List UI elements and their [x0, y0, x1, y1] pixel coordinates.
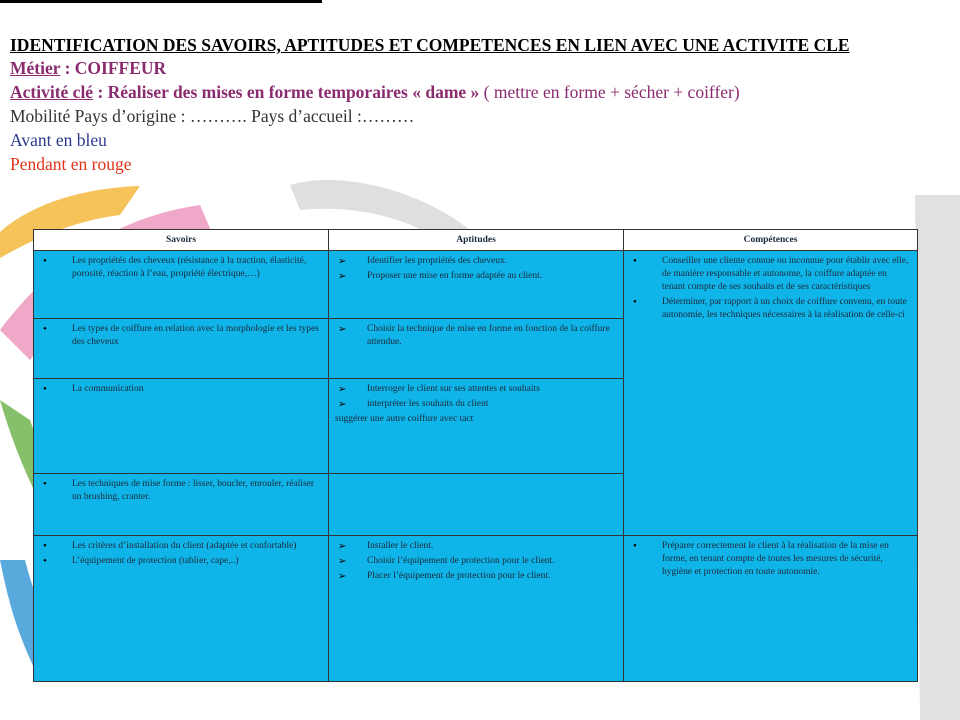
header-aptitudes: Aptitudes [329, 230, 624, 251]
aptitude-item: ➢ Choisir la technique de mise en forme en fonction de la coiffure attendue. [335, 323, 617, 349]
activite-detail: ( mettre en forme + sécher + coiffer) [483, 82, 740, 102]
metier-value: COIFFEUR [74, 58, 167, 78]
savoir-item: • La communication [40, 383, 322, 396]
activite-label: Activité clé [10, 82, 94, 102]
document-header [10, 34, 940, 176]
savoirs-cell [34, 379, 329, 474]
aptitude-item: ➢ interpréter les souhaits du client [335, 398, 617, 411]
competence-item: • Déterminer, par rapport à un choix de coiffure convenu, en toute autonomie, les techniques nécessaires à la réalisation de celle-ci [630, 296, 911, 322]
aptitude-item: ➢ Interroger le client sur ses attentes et souhaits [335, 383, 617, 396]
savoir-item: • Les propriétés des cheveux (résistance à la traction, élasticité, porosité, réaction à l’eau, propriété électrique,…) [40, 255, 322, 281]
activite-line [10, 80, 940, 104]
aptitude-extra-text: suggérer une autre coiffure avec tact [335, 414, 474, 424]
aptitudes-cell [329, 474, 624, 536]
top-rule [0, 0, 322, 3]
aptitudes-cell [329, 536, 624, 682]
aptitudes-cell [329, 319, 624, 379]
savoirs-cell [34, 536, 329, 682]
aptitude-item: ➢ Choisir l’équipement de protection pour le client. [335, 555, 617, 568]
competences-cell [624, 251, 918, 536]
table-header-row [34, 230, 918, 251]
competence-item: • Conseiller une cliente connue ou inconnue pour établir avec elle, de manière responsable et autonome, la coiffure adaptée en tenant compte de ses souhaits et de ses caractéristiques [630, 255, 911, 294]
aptitude-item: ➢ Proposer une mise en forme adaptée au client. [335, 270, 617, 283]
metier-line [10, 56, 940, 80]
aptitude-item: ➢ Placer l’équipement de protection pour le client. [335, 570, 617, 583]
aptitudes-cell [329, 251, 624, 319]
savoirs-cell [34, 251, 329, 319]
aptitude-item: ➢ Identifier les propriétés des cheveux. [335, 255, 617, 268]
mobilite-line: Mobilité Pays d’origine : ………. Pays d’accueil :……… [10, 106, 415, 126]
header-competences: Compétences [624, 230, 918, 251]
aptitude-item: ➢ Installer le client. [335, 540, 617, 553]
savoir-item: • Les types de coiffure en relation avec la morphologie et les types des cheveux [40, 323, 322, 349]
metier-sep: : [60, 58, 75, 78]
legend-avant: Avant en bleu [10, 130, 107, 150]
metier-label: Métier [10, 58, 61, 78]
table-row [34, 536, 918, 682]
competences-cell [624, 536, 918, 682]
savoir-item: • L’équipement de protection (tablier, cape,..) [40, 555, 322, 568]
activite-sep: : [93, 82, 108, 102]
activite-value: Réaliser des mises en forme temporaires « dame » [107, 82, 484, 102]
savoir-item: • Les techniques de mise forme : lisser, boucler, enrouler, réaliser un brushing, cranter. [40, 478, 322, 504]
header-savoirs: Savoirs [34, 230, 329, 251]
page-title: IDENTIFICATION DES SAVOIRS, APTITUDES ET COMPETENCES EN LIEN AVEC UNE ACTIVITE CLE [10, 35, 850, 55]
competence-item: • Préparer correctement le client à la réalisation de la mise en forme, en tenant compte de toutes les mesures de sécurité, hygiène et protection en toute autonomie. [630, 540, 911, 579]
aptitudes-cell [329, 379, 624, 474]
legend-pendant: Pendant en rouge [10, 154, 132, 174]
savoirs-cell [34, 319, 329, 379]
competence-table [33, 229, 918, 682]
table-row [34, 251, 918, 319]
savoir-item: • Les critères d’installation du client (adaptée et confortable) [40, 540, 322, 553]
savoirs-cell [34, 474, 329, 536]
